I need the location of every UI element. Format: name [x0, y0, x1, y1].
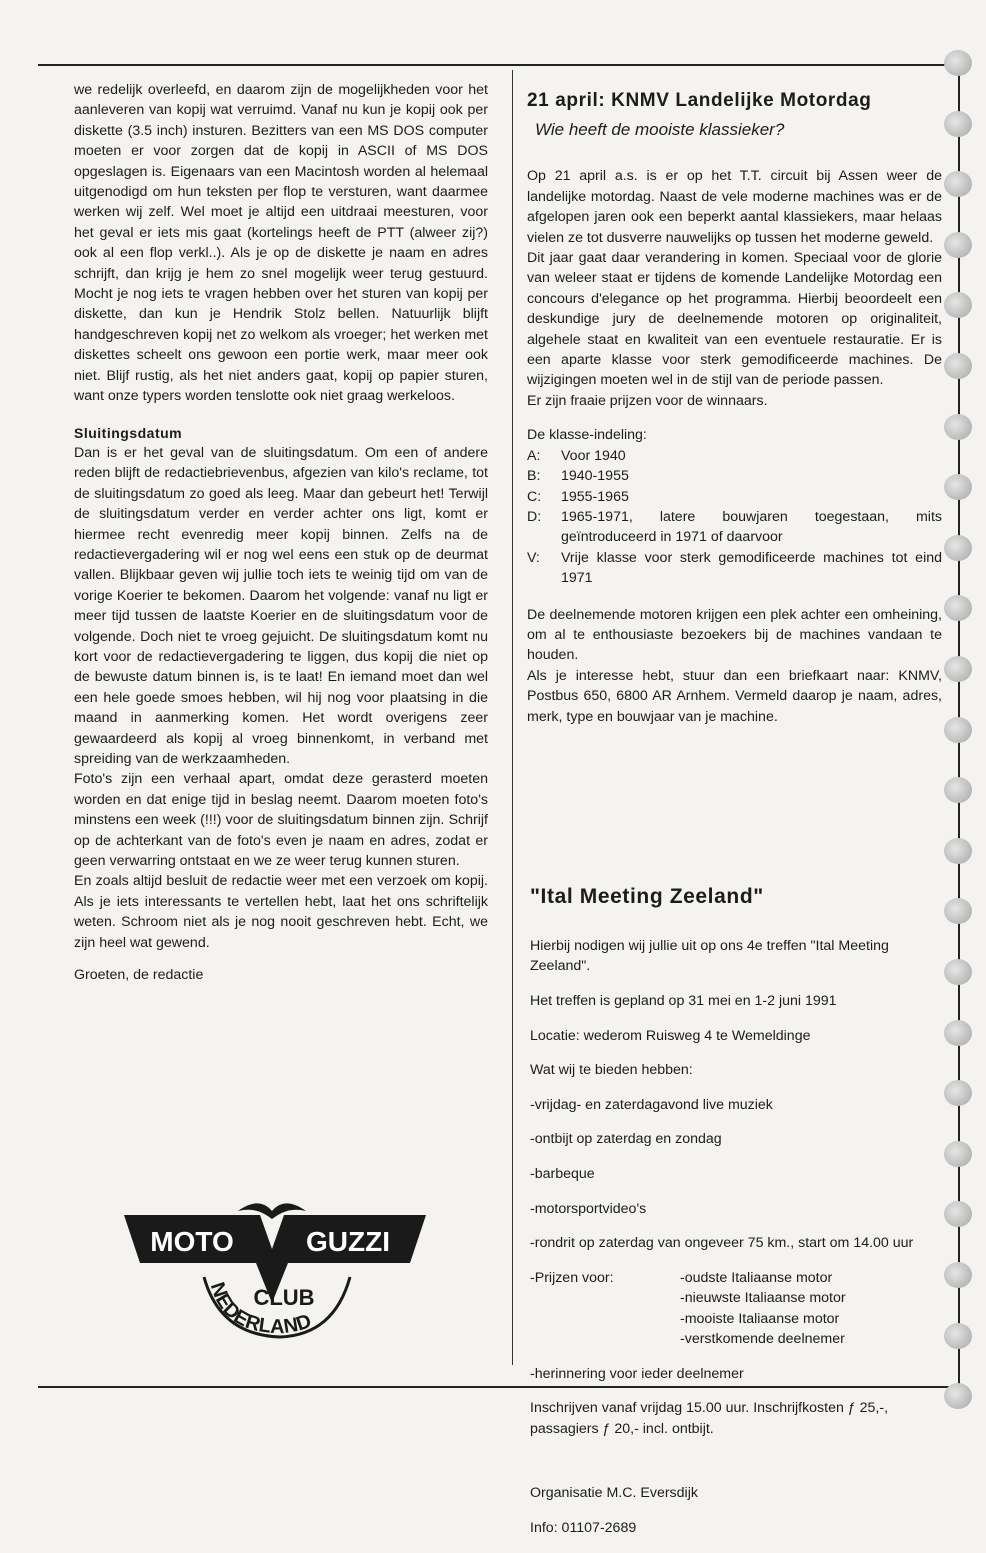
binder-ring	[944, 111, 972, 137]
section-paragraph: Foto's zijn een verhaal apart, omdat deze gerasterd moeten worden en dat enige tijd in beslag neemt. Daarom moeten foto's minstens een week (!!!) voor de sluitingsdatum binnen zijn. Schrijf op de achterkant van de foto's even je naam en adres, zodat er geen verwarring ontstaat en we ze weer terug kunnen sturen.	[74, 771, 488, 870]
binder-ring	[944, 1323, 972, 1349]
prize-list	[680, 1268, 935, 1350]
article-paragraph: Dit jaar gaat daar verandering in komen. Speciaal voor de glorie van weleer staat er tijdens de komende Landelijke Motordag een concours d'elegance op het programma. Hierbij beoordeelt een deskundige jury de deelnemende motoren op originaliteit, algehele staat en kwaliteit van een eventuele restauratie. Er is een aparte klasse voor sterk gemodificeerde machines. De wijzigingen moeten wel in de stijl van de periode passen.	[527, 250, 942, 389]
class-text: Vrije klasse voor sterk gemodificeerde machines tot eind 1971	[561, 549, 942, 587]
class-text: Voor 1940	[561, 447, 626, 464]
class-row	[527, 487, 942, 507]
column-divider	[512, 70, 513, 1365]
article-line: Hierbij nodigen wij jullie uit op ons 4e treffen "Ital Meeting Zeeland".	[530, 938, 889, 975]
binder-ring	[944, 959, 972, 985]
class-list-heading: De klasse-indeling:	[527, 427, 647, 444]
organisation: Organisatie M.C. Eversdijk	[530, 1485, 698, 1502]
prize-item: -mooiste Italiaanse motor	[680, 1310, 840, 1327]
article-line: -barbeque	[530, 1165, 595, 1182]
section-paragraph: Dan is er het geval van de sluitingsdatum. Om een of andere reden blijft de redactiebrievenbus, afgezien van kilo's reclame, tot de sluitingsdatum zo goed als leeg. Maar dan gebeurt het! Terwijl de sluitingsdatum verder en verder achter ons ligt, komt er hiermee recht evenredig meer kopij binnen. Zelfs na de redactievergadering wil er nog wel eens een stuk op de deurmat vallen. Blijkbaar geven wij jullie toch iets te weinig tijd om van de vorige Koerier te bekomen. Daarom het volgende: vanaf nu ligt er meer tijd tussen de laatste Koerier en de sluitingsdatum voor de volgende. Doch niet te vroeg gejuicht. De sluitingsdatum komt nu kort voor de redactievergadering te liggen, dus kopij die niet op de bewuste datum binnen is, is te laat! En iemand moet dan wel een hele goede smoes hebben, wil hij nog voor plaatsing in die maand in aanmerking komen. Het wordt overigens zeer gewaardeerd als kopij al vroeg binnenkomt, in verband met spreiding van de werkzaamheden.	[74, 444, 488, 767]
article-line: Het treffen is gepland op 31 mei en 1-2 juni 1991	[530, 993, 837, 1009]
class-list	[527, 425, 942, 588]
class-row	[527, 548, 942, 589]
binder-ring	[944, 474, 972, 500]
binder-ring	[944, 292, 972, 318]
binder-ring	[944, 171, 972, 197]
logo-word-club: CLUB	[253, 1285, 315, 1310]
binder-ring	[944, 1020, 972, 1046]
prize-item: -oudste Italiaanse motor	[680, 1269, 833, 1286]
class-text: 1940-1955	[561, 468, 629, 485]
article-paragraph: Er zijn fraaie prijzen voor de winnaars.	[527, 392, 768, 409]
class-row	[527, 507, 942, 548]
binder-ring	[944, 595, 972, 621]
section-heading: Sluitingsdatum	[74, 424, 183, 441]
article-subtitle: Wie heeft de mooiste klassieker?	[535, 120, 785, 139]
article-paragraph: Als je interesse hebt, stuur dan een briefkaart naar: KNMV, Postbus 650, 6800 AR Arnhem. Vermeld daarop je naam, adres, merk, type en bouwjaar van je machine.	[527, 667, 942, 725]
binder-ring	[944, 1080, 972, 1106]
logo-word-country: NEDERLAND	[205, 1279, 315, 1339]
article-line: Inschrijven vanaf vrijdag 15.00 uur. Inschrijfkosten ƒ 25,-, passagiers ƒ 20,- incl. ontbijt.	[530, 1400, 889, 1437]
article-line: -vrijdag- en zaterdagavond live muziek	[530, 1096, 773, 1113]
left-column	[74, 80, 488, 985]
section-paragraph: En zoals altijd besluit de redactie weer met een verzoek om kopij. Als je iets interessants te vertellen hebt, laat het ons schriftelijk weten. Schroom niet als je nog nooit geschreven hebt. Echt, we zijn heel wat gewend.	[74, 873, 488, 951]
class-letter: A:	[527, 447, 541, 464]
logo-word-left: MOTO	[150, 1226, 234, 1257]
binder-ring	[944, 535, 972, 561]
class-text: 1965-1971, latere bouwjaren toegestaan, mits geïntroduceerd in 1971 of daarvoor	[561, 508, 942, 546]
binder-ring	[944, 1262, 972, 1288]
prize-label: -Prijzen voor:	[530, 1269, 614, 1286]
binder-ring	[944, 414, 972, 440]
class-letter: D:	[527, 508, 542, 525]
binder-ring	[944, 353, 972, 379]
article-paragraph: De deelnemende motoren krijgen een plek achter een omheining, om al te enthousiaste bezoekers bij de machines vandaan te houden.	[527, 606, 942, 664]
binder-ring	[944, 50, 972, 76]
article-line: -rondrit op zaterdag van ongeveer 75 km., start om 14.00 uur	[530, 1235, 914, 1252]
binder-ring	[944, 717, 972, 743]
prize-item: -nieuwste Italiaanse motor	[680, 1290, 846, 1307]
binder-ring	[944, 1141, 972, 1167]
class-row	[527, 446, 942, 466]
binder-ring	[944, 838, 972, 864]
class-letter: C:	[527, 488, 542, 505]
article-title: 21 april: KNMV Landelijke Motordag	[527, 90, 872, 111]
class-text: 1955-1965	[561, 488, 629, 505]
binder-ring	[944, 777, 972, 803]
moto-guzzi-club-logo	[120, 1185, 430, 1345]
info-phone: Info: 01107-2689	[530, 1519, 637, 1536]
article-paragraph: Op 21 april a.s. is er op het T.T. circuit bij Assen weer de landelijke motordag. Naast de vele moderne machines was er de afgelopen jaren ook een beperkt aantal klassiekers, maar helaas vielen ze tot dusverre nauwelijks op tussen het moderne geweld.	[527, 168, 942, 246]
prize-block	[530, 1268, 935, 1350]
article-line: -motorsportvideo's	[530, 1200, 647, 1217]
binder-ring	[944, 1383, 972, 1409]
article-line: Wat wij te bieden hebben:	[530, 1062, 693, 1079]
article-title: "Ital Meeting Zeeland"	[530, 885, 764, 908]
signoff: Groeten, de redactie	[74, 967, 204, 984]
binder-ring	[944, 656, 972, 682]
binder-ring	[944, 898, 972, 924]
intro-paragraph: we redelijk overleefd, en daarom zijn de mogelijkheden voor het aanleveren van kopij wat verruimd. Vanaf nu kun je kopij ook per diskette (3.5 inch) insturen. Bezitters van een MS DOS computer moeten er voor zorgen dat de kopij in ASCII of MS DOS opgeslagen is. Eigenaars van een Macintosh worden al helemaal uitgenodigd om hun teksten per flop te versturen, want daarmee werken wij zelf. Wel moet je altijd een uitdraai meesturen, voor het geval er iets mis gaat (kortelings heeft de PTT (alweer zij?) ook al een flop verkl..). Als je op de diskette je naam en adres schrijft, dan krijg je hem zo snel mogelijk weer terug gestuurd. Mocht je nog iets te vragen hebben over het sturen van kopij per diskette, dan kun je Hendrik Stolz bellen. Natuurlijk blijft handgeschreven kopij net zo welkom als vroeger; het werken met diskettes scheelt ons gewoon een portie werk, maar meer ook niet. Blijf rustig, als het niet anders gaat, kopij op papier sturen, want onze typers worden tenslotte ook niet graag werkeloos.	[74, 82, 488, 405]
binder-ring	[944, 1201, 972, 1227]
prize-item: -verstkomende deelnemer	[680, 1330, 845, 1347]
class-letter: B:	[527, 468, 541, 485]
class-letter: V:	[527, 549, 540, 566]
article-motordag	[527, 88, 942, 727]
article-ital-meeting	[530, 884, 935, 1553]
article-line: -ontbijt op zaterdag en zondag	[530, 1131, 722, 1148]
article-line: Locatie: wederom Ruisweg 4 te Wemeldinge	[530, 1027, 811, 1044]
article-line: -herinnering voor ieder deelnemer	[530, 1365, 744, 1382]
binder-ring	[944, 232, 972, 258]
class-row	[527, 466, 942, 486]
logo-word-right: GUZZI	[306, 1226, 390, 1257]
